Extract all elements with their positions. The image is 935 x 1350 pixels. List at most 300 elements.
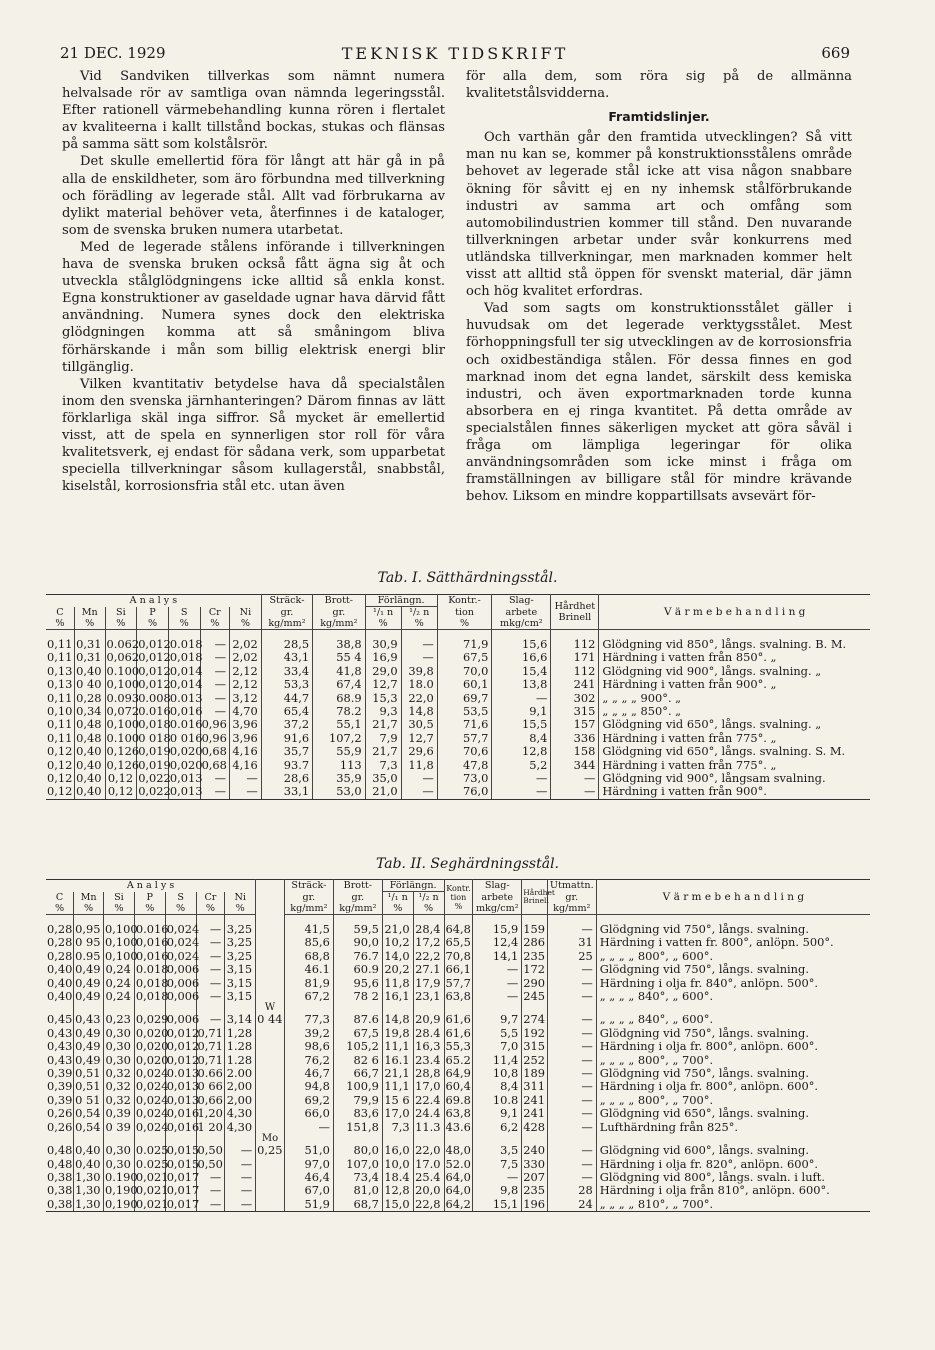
table-cell: 93.7 bbox=[261, 759, 312, 772]
table-cell: 78 2 bbox=[333, 990, 382, 1003]
table-cell: 0,43 bbox=[47, 1025, 73, 1040]
table-2-body bbox=[46, 915, 870, 1212]
p-header: P bbox=[134, 892, 165, 904]
table-cell: 71,9 bbox=[437, 638, 492, 651]
kgmm-unit: kg/mm² bbox=[284, 903, 333, 915]
table-cell: 0,12 bbox=[46, 745, 74, 758]
table-cell: 0,95 bbox=[74, 923, 104, 936]
table-cell: 21,1 bbox=[382, 1067, 413, 1080]
table-cell: 107,0 bbox=[333, 1158, 382, 1171]
table-cell: 66,1 bbox=[445, 962, 471, 977]
table-row bbox=[46, 745, 870, 758]
table-cell: 0,48 bbox=[74, 732, 105, 745]
table-row bbox=[46, 651, 870, 664]
table-cell: 0,029 bbox=[135, 1012, 169, 1027]
table-cell: 0.95 bbox=[74, 950, 104, 963]
table-cell: 14,8 bbox=[382, 1013, 413, 1026]
table-cell: 0.016 bbox=[135, 922, 169, 936]
table-row bbox=[46, 936, 870, 949]
table-cell: 16,1 bbox=[382, 990, 413, 1003]
table-cell: 0,45 bbox=[47, 1012, 73, 1027]
elong-half-header: ¹/₂ n bbox=[401, 607, 437, 619]
table-cell: — bbox=[401, 651, 437, 664]
table-cell: 0,26 bbox=[47, 1119, 73, 1134]
table-cell: 68.9 bbox=[313, 692, 365, 705]
pct-unit: % bbox=[200, 618, 230, 630]
table-cell: 0,006 bbox=[166, 975, 200, 990]
table-cell: 0,40 bbox=[47, 975, 73, 990]
table-cell: 10,2 bbox=[382, 936, 413, 949]
table-cell bbox=[256, 1054, 285, 1067]
pct-unit: % bbox=[168, 618, 200, 630]
table-cell: 67,4 bbox=[313, 678, 365, 691]
table-cell: 64,0 bbox=[445, 1183, 471, 1198]
table-cell: 0,54 bbox=[74, 1121, 104, 1134]
table-row bbox=[46, 923, 870, 936]
p-header: P bbox=[137, 607, 169, 619]
table-cell: 51,9 bbox=[284, 1198, 333, 1212]
table-cell: 85,6 bbox=[284, 936, 333, 949]
table-cell: 0,66 bbox=[197, 1092, 223, 1107]
table-cell: — bbox=[230, 785, 262, 799]
table-cell: 151,8 bbox=[333, 1121, 382, 1134]
table-cell: 57,7 bbox=[437, 732, 492, 745]
table-cell bbox=[256, 1171, 285, 1184]
table-cell: 0,40 bbox=[47, 989, 73, 1004]
s-header: S bbox=[165, 892, 196, 904]
table-cell: 41,5 bbox=[284, 923, 333, 936]
table-cell: 68,8 bbox=[284, 950, 333, 963]
table-cell: 78.2 bbox=[313, 705, 365, 718]
table-cell bbox=[256, 977, 285, 990]
table-cell: 60,4 bbox=[445, 1079, 471, 1094]
table-cell: Lufthärdning från 825°. bbox=[599, 1119, 739, 1134]
kgmm-unit: kg/mm² bbox=[261, 618, 312, 630]
table-cell: 0,190 bbox=[104, 1183, 138, 1198]
table-cell: 28,6 bbox=[261, 772, 312, 785]
table-cell: 0,006 bbox=[166, 989, 200, 1004]
table-cell: 30,5 bbox=[401, 718, 437, 731]
table-cell: — bbox=[473, 977, 522, 990]
fatigue-header: Utmattn. bbox=[547, 880, 596, 892]
table-cell: 12,7 bbox=[401, 732, 437, 745]
table-cell: 0,062 bbox=[106, 650, 140, 665]
table-cell: 20,9 bbox=[413, 1013, 444, 1026]
table-cell: Glödgning vid 650°, långs. svalning. bbox=[599, 1106, 809, 1121]
table-cell: 336 bbox=[551, 732, 599, 745]
table-cell: 315 bbox=[522, 1040, 548, 1053]
table-cell: — bbox=[547, 1040, 596, 1053]
table-cell: 0,013 bbox=[166, 1079, 200, 1094]
table-cell: „ „ „ „ 900°. „ bbox=[602, 690, 682, 705]
w-mo-header bbox=[256, 880, 285, 915]
table-row bbox=[46, 692, 870, 705]
impact-header: Slag- bbox=[473, 880, 522, 892]
table-cell: 0,021 bbox=[135, 1196, 169, 1211]
table-cell: 241 bbox=[522, 1107, 548, 1120]
table-cell: 82 6 bbox=[333, 1054, 382, 1067]
table-cell: 0.025 bbox=[135, 1143, 169, 1158]
table-cell: 11,1 bbox=[382, 1080, 413, 1093]
table-cell: 25.4 bbox=[413, 1171, 444, 1184]
table-cell: 0.190 bbox=[104, 1169, 138, 1184]
table-cell: 44,7 bbox=[261, 692, 312, 705]
table-cell: Glödgning vid 900°, långsam svalning. bbox=[602, 771, 826, 786]
table-cell: 76.7 bbox=[333, 950, 382, 963]
table-cell: 94,8 bbox=[284, 1080, 333, 1093]
table-cell: 158 bbox=[551, 745, 599, 758]
table-cell: 9,8 bbox=[473, 1184, 522, 1197]
table-cell: 0,48 bbox=[47, 1143, 73, 1158]
table-cell: — bbox=[200, 772, 230, 785]
table-cell: 0.100 bbox=[106, 663, 140, 678]
table-cell: 311 bbox=[522, 1080, 548, 1093]
table-cell: 77,3 bbox=[284, 1013, 333, 1026]
table-cell: 235 bbox=[522, 1184, 548, 1197]
pct-unit: % bbox=[134, 903, 165, 915]
table-cell: 11,4 bbox=[473, 1054, 522, 1067]
table-cell: 157 bbox=[551, 718, 599, 731]
table-cell: 0,018 bbox=[135, 975, 169, 990]
table-cell: — bbox=[200, 785, 230, 799]
table-cell bbox=[256, 950, 285, 963]
table-cell: 0,39 bbox=[47, 1092, 73, 1107]
table-cell: 30,9 bbox=[365, 638, 401, 651]
pct-unit: % bbox=[401, 618, 437, 630]
table-cell: 0,43 bbox=[74, 1013, 104, 1026]
table-cell: — bbox=[225, 1184, 256, 1197]
table-cell: 0,012 bbox=[138, 637, 171, 651]
table-cell: 0,072 bbox=[106, 704, 140, 719]
table-cell: 0.66 bbox=[197, 1066, 223, 1081]
table-cell: 2,02 bbox=[230, 651, 262, 664]
table-cell: — bbox=[200, 651, 230, 664]
paragraph: Vad som sagts om konstruktionsstålet gäller i huvudsak om det legerade verktygsstålet. Mest förhoppningsfull ter sig utvecklingen av de korrosionsfria och oxidbeständiga stålen. För dessa finnes en god marknad inom det egna landet, särskilt dess kemiska industri, och även exportmarknaden torde kunna absorbera en ej ringa kvantitet. På detta område av specialstålen finnes säkerligen mycket att göra såväl i fråga om lämpliga legeringar för olika användningsområden som icke minst i fråga om framställningen av billigare stål för mindre krävande behov. Liksom en mindre koppartillsats avsevärt för- bbox=[466, 301, 852, 505]
table-cell: 2,00 bbox=[225, 1080, 256, 1093]
table-cell: 14,1 bbox=[473, 950, 522, 963]
table-cell: 20,2 bbox=[382, 963, 413, 976]
table-cell bbox=[256, 1094, 285, 1107]
table-cell: Härdning i vatten från 900°. bbox=[599, 785, 870, 799]
table-cell: 4,30 bbox=[225, 1121, 256, 1134]
table-row bbox=[46, 1080, 870, 1093]
table-cell: 0,024 bbox=[135, 1106, 169, 1121]
table-cell: — bbox=[547, 1094, 596, 1107]
table-cell: 196 bbox=[522, 1198, 548, 1212]
table-cell: 52.0 bbox=[445, 1156, 471, 1171]
table-cell: 35,7 bbox=[261, 745, 312, 758]
table-cell: Härdning i olja fr. 820°, anlöpn. 600°. bbox=[599, 1156, 819, 1171]
table-cell: — bbox=[547, 963, 596, 976]
table-cell: 31 bbox=[547, 936, 596, 949]
table-cell: Härdning i vatten från 900°. „ bbox=[602, 677, 777, 692]
table-cell: 171 bbox=[551, 651, 599, 664]
left-text-column bbox=[62, 68, 445, 495]
table-cell: 11,8 bbox=[401, 759, 437, 772]
table-cell: 71,6 bbox=[437, 718, 492, 731]
table-cell: 0,32 bbox=[103, 1067, 134, 1080]
table-cell: 3,96 bbox=[230, 732, 262, 745]
table-cell: — bbox=[547, 1013, 596, 1026]
impact-sub: arbete bbox=[473, 892, 522, 904]
table-cell: 9,1 bbox=[492, 705, 551, 718]
table-cell: 0,30 bbox=[103, 1054, 134, 1067]
table-row bbox=[46, 759, 870, 772]
table-cell: Härdning i olja från 810°, anlöpn. 600°. bbox=[599, 1183, 830, 1198]
table-cell: 0.100 bbox=[106, 730, 140, 745]
table-cell: 41,8 bbox=[313, 665, 365, 678]
break-sub: gr. bbox=[313, 607, 365, 619]
heat-treatment-header: V ä r m e b e h a n d l i n g bbox=[596, 880, 870, 915]
table-cell: 207 bbox=[522, 1171, 548, 1184]
table-cell: 12,4 bbox=[473, 936, 522, 949]
table-cell: 0,25 bbox=[257, 1143, 283, 1158]
table-cell: 0,018 bbox=[135, 989, 169, 1004]
table-cell: 79,9 bbox=[333, 1094, 382, 1107]
table-cell: 17,9 bbox=[413, 977, 444, 990]
table-cell bbox=[256, 923, 285, 936]
table-cell: 9,7 bbox=[473, 1013, 522, 1026]
table-cell: 17,2 bbox=[413, 936, 444, 949]
mkgcm-unit: mkg/cm² bbox=[492, 618, 551, 630]
table-cell: 0,016 bbox=[135, 935, 169, 950]
table-cell: 12,7 bbox=[365, 678, 401, 691]
table-cell: 37,2 bbox=[261, 718, 312, 731]
right-text-column bbox=[466, 68, 852, 505]
table-cell: — bbox=[196, 1198, 225, 1212]
table-cell: — bbox=[200, 692, 230, 705]
table-row bbox=[46, 1158, 870, 1171]
table-cell: 0,024 bbox=[166, 948, 200, 963]
table-cell: 0,32 bbox=[103, 1094, 134, 1107]
table-cell: 0,50 bbox=[197, 1156, 223, 1171]
table-cell: 0,017 bbox=[166, 1169, 200, 1184]
table-cell: 2,12 bbox=[230, 678, 262, 691]
table-cell: 0,39 bbox=[47, 1066, 73, 1081]
table-cell: — bbox=[547, 977, 596, 990]
paragraph: Vilken kvantitativ betydelse hava då specialstålen inom den svenska järnhanteringen? Därom finnas av lätt förklarliga skäl inga siffror. Så mycket är emellertid visst, att de spela en synnerligen stor roll för våra kvalitetsverk, ej endast för sådana verk, som upparbetat speciella tillverkningar såsom kullagerstål, snabbstål, kiselstål, korrosionsfria stål etc. utan även bbox=[62, 376, 445, 495]
table-cell: 24 bbox=[547, 1198, 596, 1212]
table-cell: 4,16 bbox=[230, 745, 262, 758]
table-cell: 302 bbox=[551, 692, 599, 705]
table-cell: 64,2 bbox=[445, 1196, 471, 1211]
table-cell: 0 39 bbox=[103, 1121, 134, 1134]
table-1-body bbox=[46, 630, 870, 800]
pct-unit: % bbox=[196, 903, 225, 915]
table-cell: 47,8 bbox=[437, 759, 492, 772]
table-cell: 330 bbox=[522, 1158, 548, 1171]
table-cell: 344 bbox=[551, 759, 599, 772]
impact-sub: arbete bbox=[492, 607, 551, 619]
table-cell: 0,016 bbox=[135, 948, 169, 963]
table-cell: 0,015 bbox=[166, 1143, 200, 1158]
table-cell: 3,25 bbox=[225, 950, 256, 963]
table-cell: 0,31 bbox=[74, 651, 105, 664]
table-cell: 15,4 bbox=[492, 665, 551, 678]
table-cell: — bbox=[225, 1171, 256, 1184]
table-cell: 29,0 bbox=[365, 665, 401, 678]
table-cell: 64,0 bbox=[445, 1169, 471, 1184]
table-row bbox=[46, 1198, 870, 1212]
table-cell: 23,1 bbox=[413, 990, 444, 1003]
table-cell: 21,0 bbox=[365, 785, 401, 799]
table-cell: Härdning i vatten fr. 800°, anlöpn. 500°. bbox=[599, 935, 834, 950]
table-cell: 67,0 bbox=[284, 1184, 333, 1197]
break-header: Brott- bbox=[313, 595, 365, 607]
tensile-header: Sträck- bbox=[284, 880, 333, 892]
element-label: W bbox=[256, 1003, 285, 1013]
table-row bbox=[46, 1121, 870, 1134]
table-cell: — bbox=[473, 1171, 522, 1184]
table-row bbox=[46, 950, 870, 963]
table-cell bbox=[256, 1107, 285, 1120]
table-cell: 33,1 bbox=[261, 785, 312, 799]
table-cell: 76,2 bbox=[284, 1054, 333, 1067]
table-cell: 0,100 bbox=[106, 677, 140, 692]
c-header: C bbox=[46, 892, 74, 904]
table-cell: 0,49 bbox=[74, 1054, 104, 1067]
table-cell: 0,96 bbox=[200, 718, 230, 731]
table-2-quench-temper-steel bbox=[46, 879, 870, 1212]
table-cell: 48,0 bbox=[445, 1143, 471, 1158]
table-cell: — bbox=[196, 990, 225, 1003]
table-cell: Härdning i vatten från 775°. „ bbox=[602, 757, 777, 772]
table-cell bbox=[256, 1184, 285, 1197]
table-cell: 9,1 bbox=[473, 1107, 522, 1120]
ni-header: Ni bbox=[225, 892, 256, 904]
table-cell: 107,2 bbox=[313, 732, 365, 745]
table-cell: — bbox=[196, 923, 225, 936]
contraction-sub: tion bbox=[437, 607, 492, 619]
table-cell: 20,0 bbox=[413, 1184, 444, 1197]
table-cell bbox=[256, 1027, 285, 1040]
table-cell: 0,019 bbox=[138, 757, 171, 772]
table-row bbox=[46, 1027, 870, 1040]
table-cell: 240 bbox=[522, 1144, 548, 1157]
table-cell: 0,021 bbox=[135, 1183, 169, 1198]
table-cell: 0,12 bbox=[46, 785, 74, 799]
table-cell: — bbox=[492, 772, 551, 785]
table-cell: 13,8 bbox=[492, 678, 551, 691]
table-cell: 0,71 bbox=[197, 1025, 223, 1040]
table-cell: 0,100 bbox=[104, 948, 138, 963]
table-cell: 57,7 bbox=[445, 975, 471, 990]
table-cell: 0,71 bbox=[197, 1052, 223, 1067]
table-cell: 0,51 bbox=[74, 1080, 104, 1093]
table-cell: 315 bbox=[551, 705, 599, 718]
table-cell: 0,11 bbox=[46, 718, 74, 731]
table-cell: 39,8 bbox=[401, 665, 437, 678]
table-cell: 5,2 bbox=[492, 759, 551, 772]
table-cell: 0,39 bbox=[47, 1079, 73, 1094]
si-header: Si bbox=[103, 892, 134, 904]
kgmm-unit: kg/mm² bbox=[333, 903, 382, 915]
table-cell: 29,6 bbox=[401, 745, 437, 758]
table-cell: 0,71 bbox=[197, 1039, 223, 1054]
table-cell: 0,024 bbox=[135, 1079, 169, 1094]
mkgcm-unit: mkg/cm² bbox=[473, 903, 522, 915]
table-cell: 0,28 bbox=[47, 922, 73, 936]
header-page-number: 669 bbox=[821, 44, 850, 62]
table-cell: 3,14 bbox=[225, 1013, 256, 1026]
table-cell: Glödgning vid 750°, långs. svalning. bbox=[599, 922, 809, 936]
heat-treatment-header: V ä r m e b e h a n d l i n g bbox=[599, 595, 870, 630]
page-header bbox=[60, 44, 850, 66]
table-cell: — bbox=[547, 1054, 596, 1067]
table-cell: 69,7 bbox=[437, 692, 492, 705]
table-cell: 0,34 bbox=[74, 705, 105, 718]
table-1-case-hardening-steel bbox=[46, 594, 870, 800]
table-1-caption: Tab. I. Sätthärdningsstål. bbox=[377, 570, 558, 586]
table-cell: 15,1 bbox=[473, 1198, 522, 1212]
table-cell: 80,0 bbox=[333, 1144, 382, 1157]
table-cell: Glödgning vid 750°, långs. svalning. bbox=[599, 1025, 809, 1040]
table-cell: 0.018 bbox=[169, 637, 203, 651]
table-cell: — bbox=[200, 678, 230, 691]
table-cell: — bbox=[547, 923, 596, 936]
table-cell: 0.018 bbox=[135, 962, 169, 977]
table-cell: 51,0 bbox=[284, 1144, 333, 1157]
table-cell: 66,0 bbox=[284, 1107, 333, 1120]
table-cell: 0,13 bbox=[46, 665, 74, 678]
pct-unit: % bbox=[105, 618, 137, 630]
table-cell: 286 bbox=[522, 936, 548, 949]
table-cell: 0,38 bbox=[47, 1183, 73, 1198]
table-cell: 28.4 bbox=[413, 1027, 444, 1040]
table-cell: 11,1 bbox=[382, 1040, 413, 1053]
table-cell: — bbox=[196, 1171, 225, 1184]
table-cell: 10.8 bbox=[473, 1094, 522, 1107]
table-cell: 0,020 bbox=[169, 744, 203, 759]
table-cell: 53,0 bbox=[313, 785, 365, 799]
table-cell bbox=[256, 1080, 285, 1093]
table-cell: 3,15 bbox=[225, 990, 256, 1003]
tensile-sub: gr. bbox=[261, 607, 312, 619]
table-cell: 23.4 bbox=[413, 1054, 444, 1067]
elong-half-header: ¹/₂ n bbox=[413, 892, 444, 904]
table-cell: 0,021 bbox=[135, 1169, 169, 1184]
table-cell: 2,12 bbox=[230, 665, 262, 678]
table-cell: 0,40 bbox=[74, 759, 105, 772]
table-cell: 159 bbox=[522, 923, 548, 936]
table-cell: 0,017 bbox=[166, 1196, 200, 1211]
contraction-header: Kontr.- bbox=[437, 595, 492, 607]
table-cell: 0,30 bbox=[103, 1158, 134, 1171]
table-cell: 65,5 bbox=[445, 935, 471, 950]
pct-unit: % bbox=[137, 618, 169, 630]
table-cell: 0,006 bbox=[166, 1012, 200, 1027]
table-cell: „ „ „ „ 800°, „ 700°. bbox=[599, 1092, 714, 1107]
table-cell: 22,0 bbox=[413, 1144, 444, 1157]
table-cell: Glödgning vid 750°, långs. svalning. bbox=[599, 1066, 809, 1081]
table-cell: 16.1 bbox=[382, 1054, 413, 1067]
table-cell: 60.9 bbox=[333, 963, 382, 976]
table-cell: 172 bbox=[522, 963, 548, 976]
table-cell: — bbox=[547, 1171, 596, 1184]
table-cell: 0 44 bbox=[257, 1012, 283, 1027]
table-cell: 63,8 bbox=[445, 1106, 471, 1121]
table-cell: 0,24 bbox=[103, 977, 134, 990]
table-cell: 241 bbox=[522, 1094, 548, 1107]
table-cell: 63,8 bbox=[445, 989, 471, 1004]
table-cell: — bbox=[547, 1027, 596, 1040]
table-cell: 55,1 bbox=[313, 718, 365, 731]
table-cell: 0 51 bbox=[74, 1094, 104, 1107]
table-row bbox=[46, 977, 870, 990]
table-cell: 0,31 bbox=[74, 638, 105, 651]
table-cell: 112 bbox=[551, 665, 599, 678]
table-cell: 16,0 bbox=[382, 1144, 413, 1157]
